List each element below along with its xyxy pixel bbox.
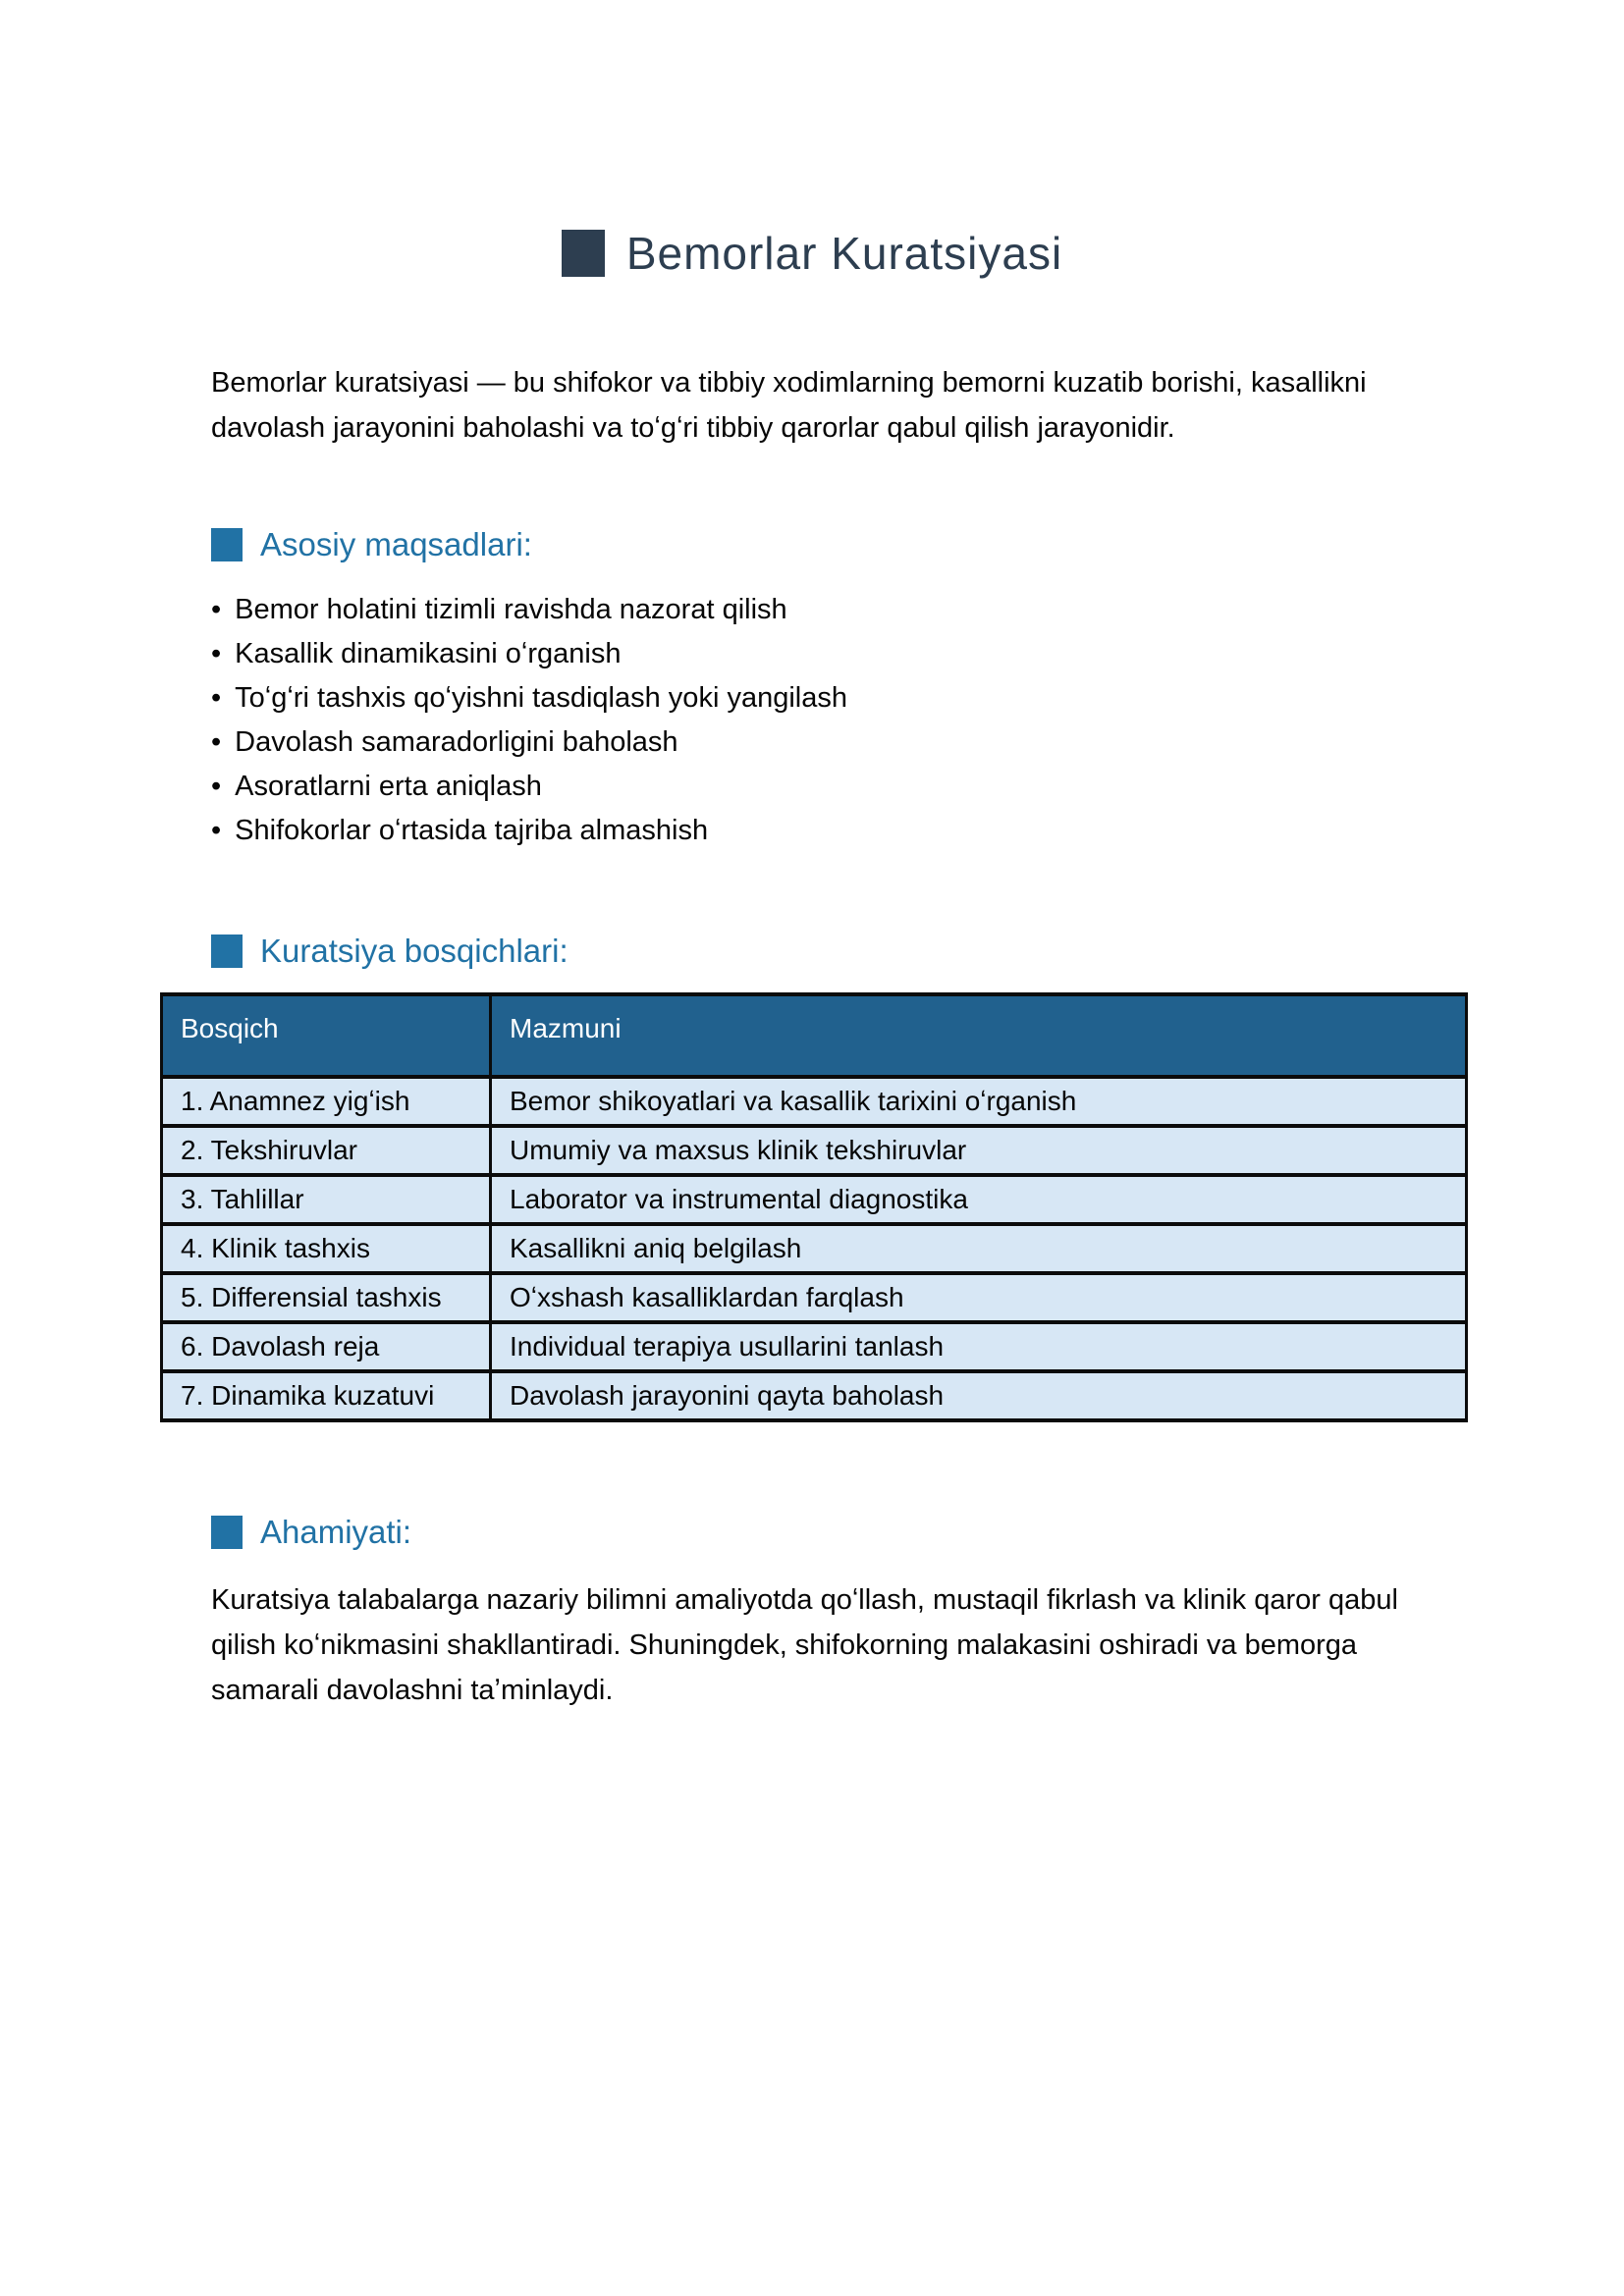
- stages-table: [160, 992, 1468, 1422]
- page-title-row: [0, 0, 1624, 280]
- table-cell-content: Davolash jarayonini qayta baholash: [491, 1371, 1467, 1420]
- table-cell-stage: 3. Tahlillar: [162, 1175, 491, 1224]
- table-cell-stage: 6. Davolash reja: [162, 1322, 491, 1371]
- table-row: [162, 1175, 1467, 1224]
- table-cell-stage: 1. Anamnez yigʻish: [162, 1077, 491, 1126]
- title-square-bullet-icon: [562, 230, 605, 277]
- section-heading-goals: [211, 525, 1624, 564]
- table-cell-stage: 5. Differensial tashxis: [162, 1273, 491, 1322]
- table-header-row: [162, 994, 1467, 1077]
- list-item: • Kasallik dinamikasini oʻrganish: [211, 632, 1624, 676]
- table-cell-stage: 7. Dinamika kuzatuvi: [162, 1371, 491, 1420]
- table-cell-content: Umumiy va maxsus klinik tekshiruvlar: [491, 1126, 1467, 1175]
- table-row: [162, 1273, 1467, 1322]
- section-heading-goals-label: Asosiy maqsadlari:: [260, 525, 532, 562]
- table-cell-stage: 2. Tekshiruvlar: [162, 1126, 491, 1175]
- section-heading-importance-label: Ahamiyati:: [260, 1513, 412, 1550]
- goals-list: [211, 588, 1624, 853]
- list-item: • Davolash samaradorligini baholash: [211, 721, 1624, 765]
- table-header-cell-stage: Bosqich: [162, 994, 491, 1077]
- section-square-bullet-icon: [211, 1516, 243, 1549]
- section-square-bullet-icon: [211, 934, 243, 968]
- list-item: • Shifokorlar oʻrtasida tajriba almashish: [211, 809, 1624, 853]
- list-item: • Toʻgʻri tashxis qoʻyishni tasdiqlash yoki yangilash: [211, 676, 1624, 721]
- table-cell-content: Individual terapiya usullarini tanlash: [491, 1322, 1467, 1371]
- intro-paragraph: Bemorlar kuratsiyasi — bu shifokor va tibbiy xodimlarning bemorni kuzatib borishi, kasallikni davolash jarayonini baholashi va toʻgʻri tibbiy qarorlar qabul qilish jarayonidir.: [211, 366, 1367, 444]
- list-item: • Asoratlarni erta aniqlash: [211, 765, 1624, 809]
- list-item: • Bemor holatini tizimli ravishda nazorat qilish: [211, 588, 1624, 632]
- table-row: [162, 1322, 1467, 1371]
- table-cell-content: Oʻxshash kasalliklardan farqlash: [491, 1273, 1467, 1322]
- section-heading-importance: [211, 1513, 1624, 1552]
- table-row: [162, 1126, 1467, 1175]
- table-cell-content: Laborator va instrumental diagnostika: [491, 1175, 1467, 1224]
- page-title: Bemorlar Kuratsiyasi: [625, 228, 1063, 279]
- section-heading-stages-label: Kuratsiya bosqichlari:: [260, 932, 568, 969]
- table-cell-content: Kasallikni aniq belgilash: [491, 1224, 1467, 1273]
- table-row: [162, 1224, 1467, 1273]
- table-row: [162, 1077, 1467, 1126]
- section-heading-stages: [211, 932, 1624, 971]
- table-header-cell-content: Mazmuni: [491, 994, 1467, 1077]
- table-cell-stage: 4. Klinik tashxis: [162, 1224, 491, 1273]
- importance-paragraph: Kuratsiya talabalarga nazariy bilimni amaliyotda qoʻllash, mustaqil fikrlash va klinik qaror qabul qilish koʻnikmasini shakllantiradi. Shuningdek, shifokorning malakasini oshiradi va bemorga samarali davolashni taʼminlaydi.: [211, 1583, 1398, 1706]
- table-cell-content: Bemor shikoyatlari va kasallik tarixini oʻrganish: [491, 1077, 1467, 1126]
- table-row: [162, 1371, 1467, 1420]
- section-square-bullet-icon: [211, 528, 243, 561]
